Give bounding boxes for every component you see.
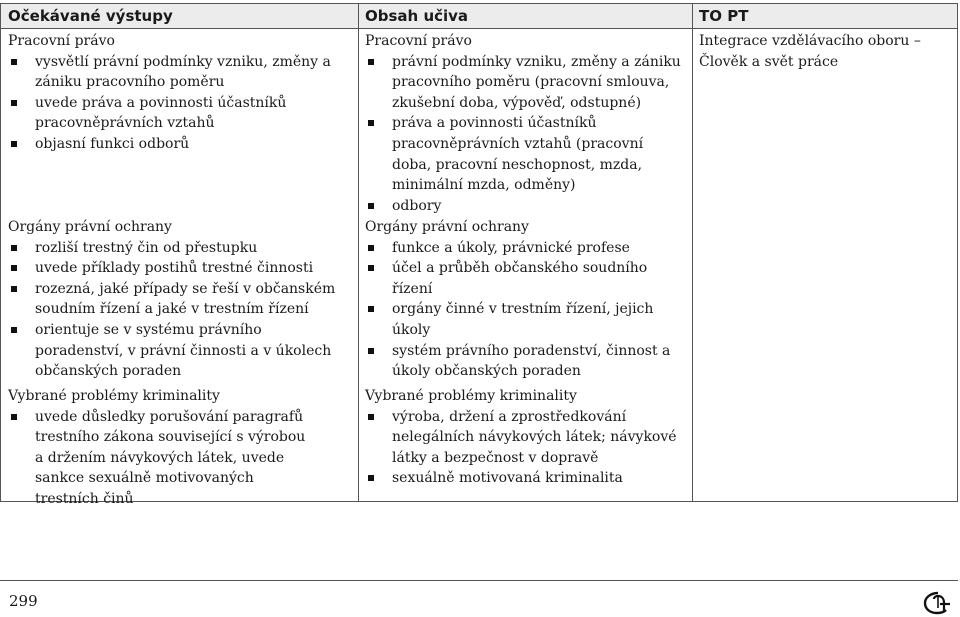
- bullet-icon: [11, 141, 17, 147]
- list-item: funkce a úkoly, právnické profese: [365, 238, 683, 259]
- bullet-icon: [11, 100, 17, 106]
- section-criminality-outcomes: [8, 386, 308, 510]
- header-curriculum-content: Obsah učiva: [365, 7, 469, 25]
- section-legal-protection-content: [365, 217, 683, 382]
- bullet-icon: [11, 327, 17, 333]
- list-item: vysvětlí právní podmínky vzniku, změny a zániku pracovního poměru: [8, 52, 338, 93]
- bullet-icon: [368, 245, 374, 251]
- column-to-pt: [699, 31, 944, 72]
- header-expected-outcomes: Očekávané výstupy: [8, 7, 173, 25]
- bullet-icon: [368, 475, 374, 481]
- list-item: uvede příklady postihů trestné činnosti: [8, 258, 338, 279]
- section-heading: Pracovní právo: [8, 33, 115, 49]
- list-item: objasní funkci odborů: [8, 134, 338, 155]
- section-heading: Pracovní právo: [365, 33, 472, 49]
- publisher-logo-icon: [923, 590, 953, 616]
- list-item: odbory: [365, 196, 683, 217]
- section-criminality-content: [365, 386, 683, 489]
- list-item: orgány činné v trestním řízení, jejich úkoly: [365, 299, 683, 340]
- section-heading: Orgány právní ochrany: [365, 219, 529, 235]
- bullet-icon: [368, 59, 374, 65]
- section-heading: Vybrané problémy kriminality: [365, 388, 577, 404]
- list-item: uvede důsledky porušování paragrafů trestního zákona související s výrobou a držením návykových látek, uvede sankce sexuálně motivovaných trestních činů: [8, 407, 308, 510]
- list-item: sexuálně motivovaná kriminalita: [365, 468, 683, 489]
- list-item: výroba, držení a zprostředkování nelegálních návykových látek; návykové látky a bezpečnost v dopravě: [365, 407, 683, 469]
- bullet-icon: [11, 245, 17, 251]
- bullet-icon: [368, 414, 374, 420]
- column-divider-2: [692, 4, 693, 501]
- list-item: právní podmínky vzniku, změny a zániku pracovního poměru (pracovní smlouva, zkušební doba, výpověď, odstupné): [365, 52, 683, 114]
- list-item: systém právního poradenství, činnost a úkoly občanských poraden: [365, 341, 683, 382]
- list-item: rozliší trestný čin od přestupku: [8, 238, 338, 259]
- page-number: 299: [9, 592, 38, 610]
- bullet-icon: [368, 265, 374, 271]
- table-header-row: [1, 4, 957, 29]
- section-labor-law-content: [365, 31, 683, 216]
- section-legal-protection-outcomes: [8, 217, 338, 382]
- list-item: účel a průběh občanského soudního řízení: [365, 258, 683, 299]
- bullet-icon: [368, 306, 374, 312]
- section-heading: Vybrané problémy kriminality: [8, 388, 220, 404]
- bullet-icon: [11, 286, 17, 292]
- bullet-icon: [11, 59, 17, 65]
- section-labor-law-outcomes: [8, 31, 338, 155]
- list-item: práva a povinnosti účastníků pracovněprávních vztahů (pracovní doba, pracovní neschopnost, mzda, minimální mzda, odměny): [365, 113, 683, 195]
- bullet-icon: [368, 203, 374, 209]
- header-to-pt: TO PT: [699, 7, 749, 25]
- list-item: rozezná, jaké případy se řeší v občanském soudním řízení a jaké v trestním řízení: [8, 279, 338, 320]
- bullet-icon: [11, 414, 17, 420]
- bullet-icon: [11, 265, 17, 271]
- section-heading: Orgány právní ochrany: [8, 219, 172, 235]
- bullet-icon: [368, 120, 374, 126]
- integration-note: Integrace vzdělávacího oboru – Člověk a svět práce: [699, 33, 921, 70]
- footer-rule: [0, 580, 958, 581]
- list-item: uvede práva a povinnosti účastníků pracovněprávních vztahů: [8, 93, 338, 134]
- list-item: orientuje se v systému právního poradenství, v právní činnosti a v úkolech občanských poraden: [8, 320, 338, 382]
- curriculum-table: [0, 3, 958, 507]
- bullet-icon: [368, 348, 374, 354]
- column-divider-1: [358, 4, 359, 501]
